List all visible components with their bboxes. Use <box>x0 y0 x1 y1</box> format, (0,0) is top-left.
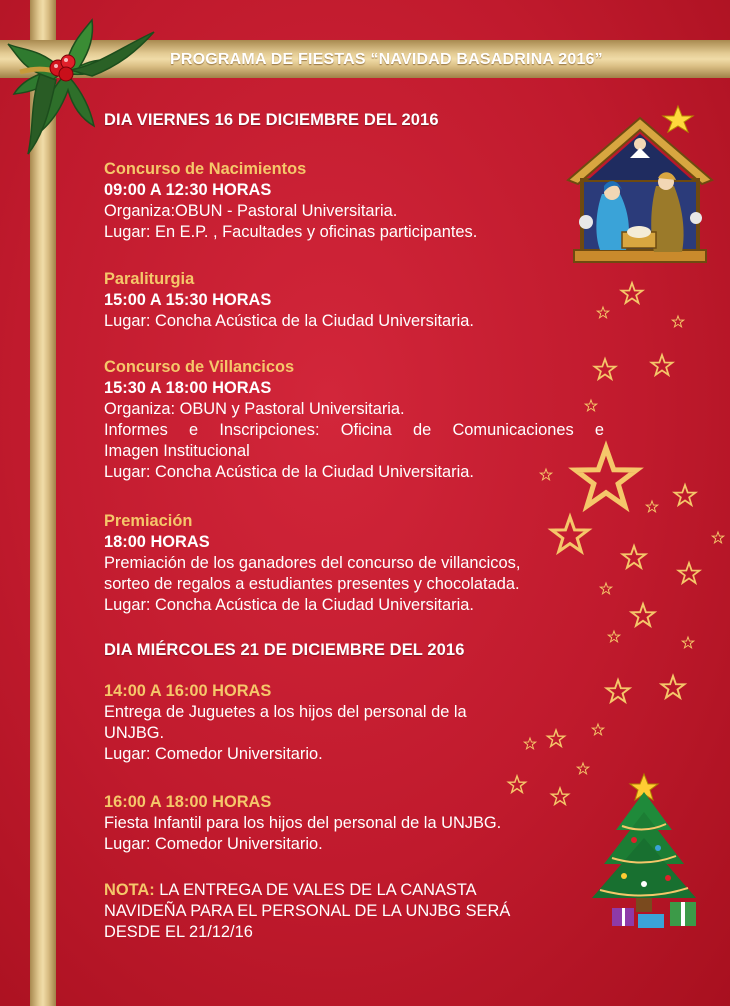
star-icon <box>675 485 696 505</box>
note-line: NAVIDEÑA PARA EL PERSONAL DE LA UNJBG SERÁ <box>104 902 511 920</box>
event-detail: Lugar: Concha Acústica de la Ciudad Universitaria. <box>104 463 474 481</box>
event-concurso-villancicos <box>104 357 604 483</box>
event-paraliturgia <box>104 269 604 332</box>
event-detail: Lugar: Concha Acústica de la Ciudad Universitaria. <box>104 312 474 330</box>
event-entrega-juguetes <box>104 681 604 765</box>
holly-icon <box>0 8 165 158</box>
star-icon <box>508 776 525 792</box>
event-detail: Lugar: En E.P. , Facultades y oficinas participantes. <box>104 223 478 241</box>
event-time: 16:00 A 18:00 HORAS <box>104 793 272 811</box>
star-icon <box>646 501 657 512</box>
star-icon <box>608 631 619 642</box>
note-block <box>104 880 594 943</box>
star-icon <box>672 316 683 327</box>
note-first-line <box>104 880 594 901</box>
star-icon <box>622 283 643 303</box>
event-title: Premiación <box>104 512 193 530</box>
note-label: NOTA: <box>104 881 155 899</box>
banner-title: PROGRAMA DE FIESTAS “NAVIDAD BASADRINA 2016” <box>170 51 603 68</box>
star-icon <box>679 563 700 583</box>
event-concurso-nacimientos <box>104 159 604 243</box>
event-title: Concurso de Villancicos <box>104 358 295 376</box>
star-icon <box>607 680 630 702</box>
event-detail: Lugar: Concha Acústica de la Ciudad Universitaria. <box>104 596 474 614</box>
event-detail: Fiesta Infantil para los hijos del personal de la UNJBG. <box>104 814 502 832</box>
event-detail: Informes e Inscripciones: Oficina de Comunicaciones e <box>104 421 604 439</box>
star-icon <box>623 546 646 568</box>
note-line: DESDE EL 21/12/16 <box>104 923 253 941</box>
event-premiacion <box>104 511 604 616</box>
star-icon <box>652 355 673 375</box>
event-title: Paraliturgia <box>104 270 195 288</box>
event-detail: Organiza: OBUN y Pastoral Universitaria. <box>104 400 405 418</box>
event-detail: Organiza:OBUN - Pastoral Universitaria. <box>104 202 398 220</box>
event-time: 09:00 A 12:30 HORAS <box>104 181 272 199</box>
event-detail: Lugar: Comedor Universitario. <box>104 835 323 853</box>
star-icon <box>662 676 685 698</box>
star-icon <box>682 637 693 648</box>
day-heading-wednesday: DIA MIÉRCOLES 21 DE DICIEMBRE DEL 2016 <box>104 641 465 659</box>
event-time: 18:00 HORAS <box>104 533 210 551</box>
event-title: Concurso de Nacimientos <box>104 160 307 178</box>
event-time: 14:00 A 16:00 HORAS <box>104 682 272 700</box>
star-icon <box>712 532 723 543</box>
event-time: 15:30 A 18:00 HORAS <box>104 379 272 397</box>
event-time: 15:00 A 15:30 HORAS <box>104 291 272 309</box>
event-detail: UNJBG. <box>104 724 165 742</box>
star-icon <box>632 604 655 626</box>
event-fiesta-infantil <box>104 792 604 855</box>
note-text: LA ENTREGA DE VALES DE LA CANASTA <box>154 881 477 899</box>
event-detail: Lugar: Comedor Universitario. <box>104 745 323 763</box>
day-heading-friday: DIA VIERNES 16 DE DICIEMBRE DEL 2016 <box>104 111 439 129</box>
event-detail: sorteo de regalos a estudiantes presentes y chocolatada. <box>104 575 520 593</box>
event-detail: Premiación de los ganadores del concurso de villancicos, <box>104 554 521 572</box>
event-detail: Imagen Institucional <box>104 442 250 460</box>
event-detail: Entrega de Juguetes a los hijos del personal de la <box>104 703 467 721</box>
